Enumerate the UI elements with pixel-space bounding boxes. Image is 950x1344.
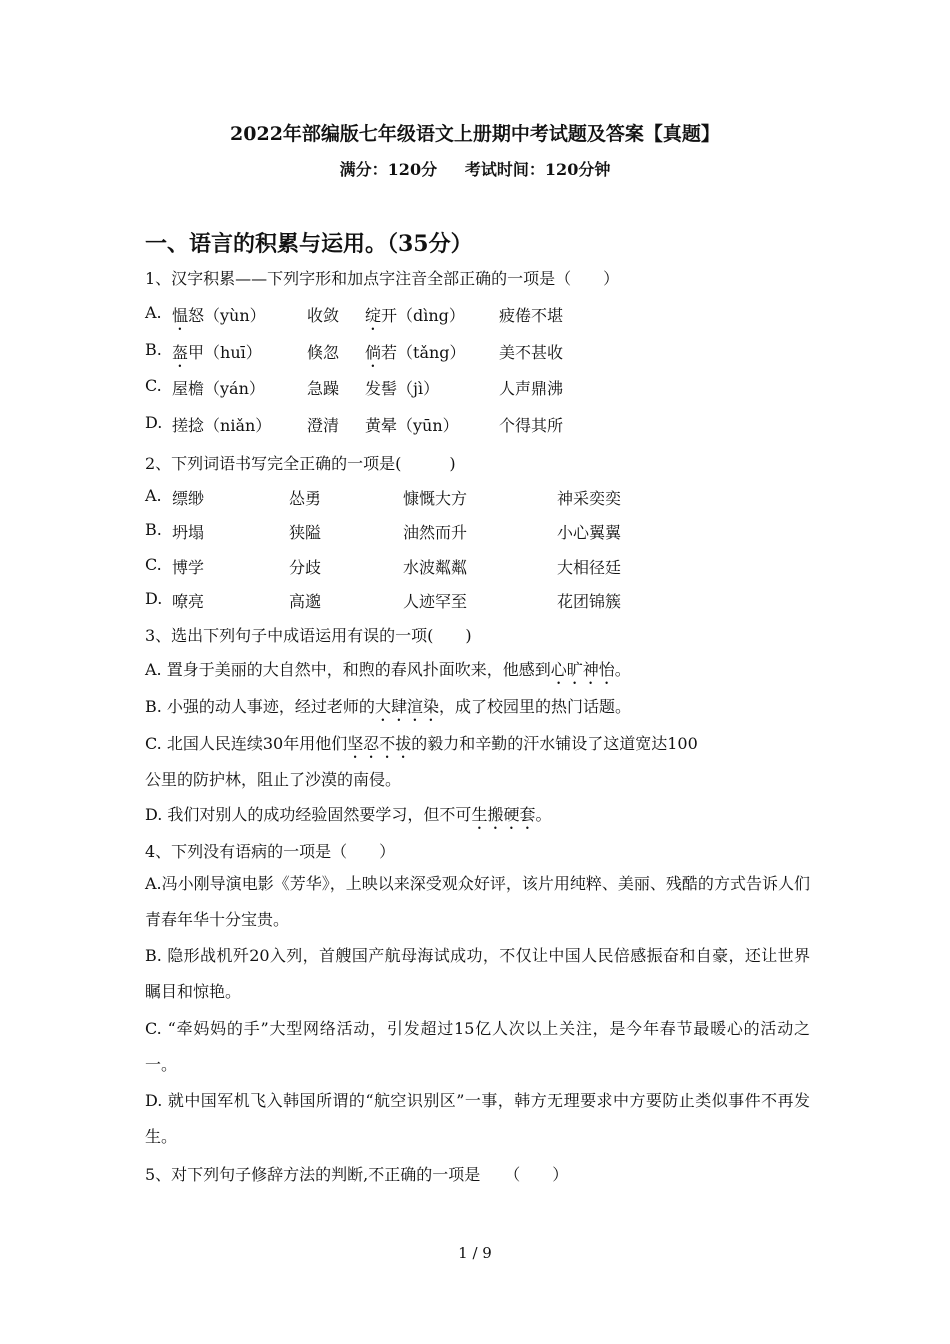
option-word-3: 人迹罕至 [403, 592, 468, 611]
exam-info: 满分：120分 考试时间：120分钟 [339, 160, 611, 179]
option-label: A. [145, 486, 162, 505]
option-word-4: 个得其所 [499, 416, 564, 435]
option-word-1: 坍塌 [172, 523, 205, 542]
section-heading: 一、语言的积累与运用。（35分） [145, 231, 473, 257]
option-word-4: 神采奕奕 [557, 489, 622, 508]
option-word-2: 怂勇 [289, 489, 322, 508]
option-label: B. [145, 340, 162, 359]
option-label: A. [145, 303, 162, 322]
option-word-4: 疲倦不堪 [499, 306, 564, 325]
option-word-4: 美不甚收 [499, 343, 564, 362]
option-word-3: 倘若（tǎng） [365, 343, 466, 362]
option-word-2: 急躁 [307, 379, 340, 398]
option-word-1: 缥缈 [172, 489, 205, 508]
option-word-4: 小心翼翼 [557, 523, 622, 542]
option-word-2: 高邈 [289, 592, 322, 611]
q4-option-d: D. 就中国军机飞入韩国所谓的“航空识别区”一事，韩方无理要求中方要防止类似事件不再发生。 [145, 1091, 810, 1146]
question-2-stem: 2、下列词语书写完全正确的一项是( ) [145, 454, 456, 473]
question-4-stem: 4、下列没有语病的一项是（ ） [145, 842, 396, 861]
option-word-2: 倏忽 [307, 343, 340, 362]
option-word-3: 水波粼粼 [403, 558, 468, 577]
option-word-1: 愠怒（yùn） [172, 306, 266, 325]
option-label: D. [145, 413, 163, 432]
option-word-1: 搓捻（niǎn） [172, 416, 272, 435]
option-word-2: 狭隘 [289, 523, 322, 542]
option-word-2: 分歧 [289, 558, 322, 577]
option-label: C. [145, 376, 162, 395]
option-word-1: 盔甲（huī） [172, 343, 262, 362]
q3-option-d: D. 我们对别人的成功经验固然要学习，但不可生搬硬套。 [145, 805, 552, 824]
option-word-3: 慷慨大方 [403, 489, 468, 508]
option-word-2: 收敛 [307, 306, 340, 325]
option-word-3: 绽开（dìng） [365, 306, 465, 325]
option-label: C. [145, 555, 162, 574]
page-number: 1 / 9 [458, 1244, 492, 1262]
q3-option-a: A. 置身于美丽的大自然中，和煦的春风扑面吹来，他感到心旷神怡。 [145, 660, 631, 679]
question-5-stem: 5、对下列句子修辞方法的判断,不正确的一项是 （ ） [145, 1165, 569, 1184]
q3-option-b: B. 小强的动人事迹，经过老师的大肆渲染，成了校园里的热门话题。 [145, 697, 631, 716]
option-word-1: 屋檐（yán） [172, 379, 265, 398]
q4-option-b: B. 隐形战机歼20入列，首艘国产航母海试成功，不仅让中国人民倍感振奋和自豪，还让世界瞩目和惊艳。 [145, 946, 810, 1001]
option-word-4: 花团锦簇 [557, 592, 622, 611]
option-word-4: 人声鼎沸 [499, 379, 564, 398]
option-word-1: 嘹亮 [172, 592, 205, 611]
option-word-3: 油然而升 [403, 523, 468, 542]
q4-option-c: C. “牵妈妈的手”大型网络活动，引发超过15亿人次以上关注，是今年春节最暖心的活动之一。 [145, 1019, 810, 1074]
q4-option-a: A.冯小刚导演电影《芳华》，上映以来深受观众好评，该片用纯粹、美丽、残酷的方式告诉人们青春年华十分宝贵。 [145, 874, 810, 929]
question-3-stem: 3、选出下列句子中成语运用有误的一项( ) [145, 626, 472, 645]
question-1-stem: 1、汉字积累——下列字形和加点字注音全部正确的一项是（ ） [145, 269, 620, 288]
document-title: 2022年部编版七年级语文上册期中考试题及答案【真题】 [230, 123, 720, 145]
option-label: D. [145, 589, 163, 608]
option-word-3: 黄晕（yūn） [365, 416, 459, 435]
q3-option-c-continued: 公里的防护林，阻止了沙漠的南侵。 [145, 770, 402, 789]
option-word-2: 澄清 [307, 416, 340, 435]
option-word-4: 大相径廷 [557, 558, 622, 577]
q3-option-c: C. 北国人民连续30年用他们坚忍不拔的毅力和辛勤的汗水铺设了这道宽达100 [145, 734, 698, 753]
option-word-1: 博学 [172, 558, 205, 577]
option-label: B. [145, 520, 162, 539]
option-word-3: 发髻（jì） [365, 379, 440, 398]
